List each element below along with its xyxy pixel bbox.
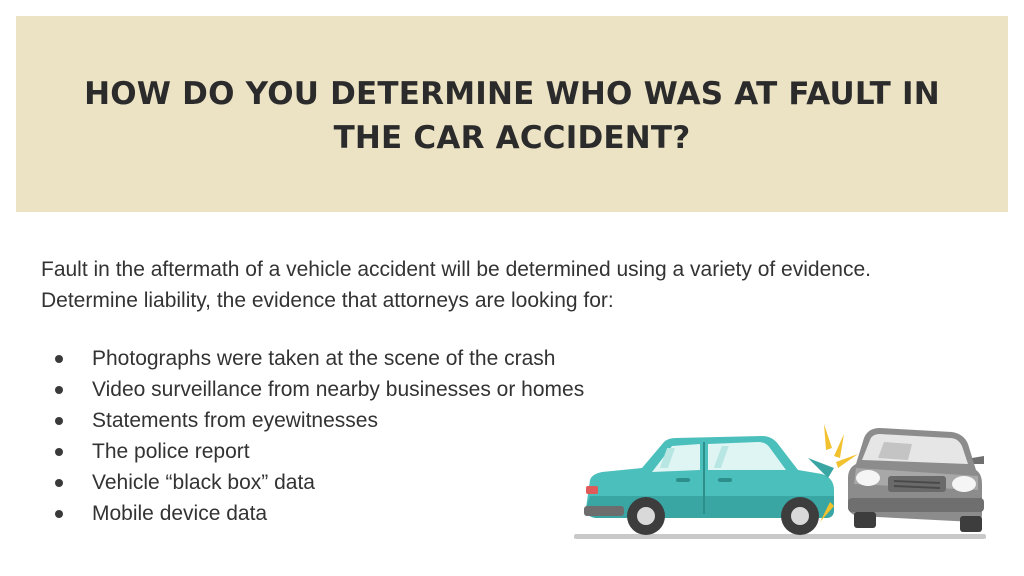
intro-line-1: Fault in the aftermath of a vehicle accident will be determined using a variety of evidence. (41, 258, 871, 281)
list-item (41, 467, 584, 498)
page-title: HOW DO YOU DETERMINE WHO WAS AT FAULT IN THE CAR ACCIDENT? (84, 76, 940, 156)
intro-paragraph (41, 254, 981, 316)
bullet-icon (55, 355, 63, 363)
list-item (41, 343, 584, 374)
list-item-text: Vehicle “black box” data (92, 471, 315, 494)
bullet-icon (55, 510, 63, 518)
list-item-text: Mobile device data (92, 502, 268, 525)
list-item (41, 436, 584, 467)
teal-car-icon (584, 436, 834, 535)
evidence-list (41, 343, 584, 529)
gray-car-icon (848, 428, 984, 532)
list-item (41, 405, 584, 436)
list-item-text: Video surveillance from nearby businesses or homes (92, 378, 585, 401)
list-item (41, 498, 584, 529)
bullet-icon (55, 417, 63, 425)
title-banner (16, 16, 1008, 212)
car-crash-illustration (572, 418, 992, 544)
bullet-icon (55, 448, 63, 456)
bullet-icon (55, 386, 63, 394)
list-item-text: Statements from eyewitnesses (92, 409, 378, 432)
list-item (41, 374, 584, 405)
list-item-text: Photographs were taken at the scene of the crash (92, 347, 556, 370)
road-line (574, 534, 986, 539)
bullet-icon (55, 479, 63, 487)
list-item-text: The police report (92, 440, 250, 463)
intro-line-2: Determine liability, the evidence that attorneys are looking for: (41, 289, 614, 312)
